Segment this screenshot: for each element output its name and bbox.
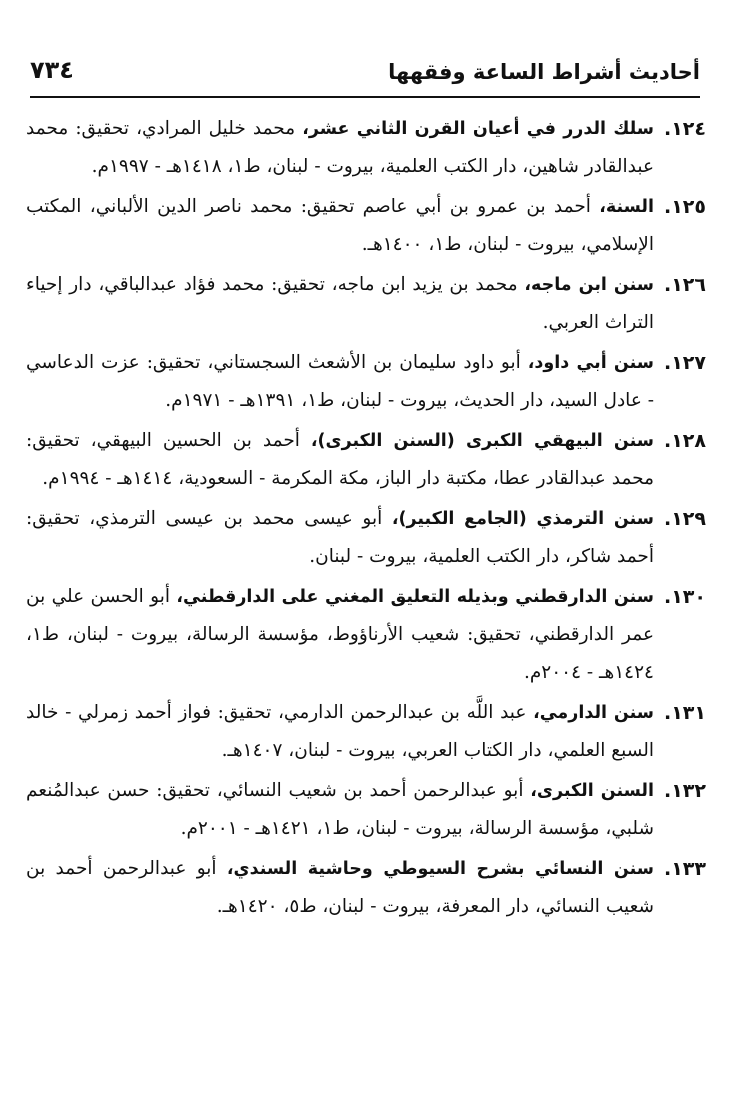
entry-details: أبو داود سليمان بن الأشعث السجستاني، تحقيق: عزت الدعاسي - عادل السيد، دار الحديث، بيروت - لبنان، ط١، ١٣٩١هـ - ١٩٧١م. [26,352,654,411]
entry-details: أبو عبدالرحمن أحمد بن شعيب النسائي، تحقيق: حسن عبدالمُنعم شلبي، مؤسسة الرسالة، بيروت - لبنان، ط١، ١٤٢١هـ - ٢٠٠١م. [26,780,654,839]
bibliography-entry [26,578,706,692]
entry-book-title: سنن ابن ماجه، [524,275,654,295]
entry-details: أبو عيسى محمد بن عيسى الترمذي، تحقيق: أحمد شاكر، دار الكتب العلمية، بيروت - لبنان. [26,508,654,567]
bibliography-entry [26,188,706,264]
entry-book-title: السنن الكبرى، [530,781,654,801]
page-number: ٧٣٤ [30,56,74,84]
entry-details: أبو عبدالرحمن أحمد بن شعيب النسائي، دار المعرفة، بيروت - لبنان، ط٥، ١٤٢٠هـ. [26,858,654,917]
bibliography-entry [26,266,706,342]
bibliography-entry [26,344,706,420]
bibliography-entry [26,500,706,576]
entry-details: أحمد بن الحسين البيهقي، تحقيق: محمد عبدالقادر عطا، مكتبة دار الباز، مكة المكرمة - السعودية، ١٤١٤هـ - ١٩٩٤م. [26,430,654,489]
entry-details: محمد خليل المرادي، تحقيق: محمد عبدالقادر شاهين، دار الكتب العلمية، بيروت - لبنان، ط١، ١٤١٨هـ - ١٩٩٧م. [26,118,654,177]
header-rule [30,96,700,98]
entry-book-title: سنن الدارمي، [533,703,655,723]
entry-number: ١٣٢. [663,780,706,802]
entry-number: ١٣١. [663,702,706,724]
entry-number: ١٢٥. [663,196,706,218]
entry-book-title: سنن الدارقطني وبذيله التعليق المغني على الدارقطني، [176,587,654,607]
entry-number: ١٢٦. [663,274,706,296]
bibliography-list [26,110,706,928]
entry-details: محمد بن يزيد ابن ماجه، تحقيق: محمد فؤاد عبدالباقي، دار إحياء التراث العربي. [26,274,654,333]
bibliography-entry [26,850,706,926]
entry-number: ١٢٧. [663,352,706,374]
entry-number: ١٢٩. [663,508,706,530]
entry-book-title: سنن النسائي بشرح السيوطي وحاشية السندي، [226,859,654,879]
running-title: أحاديث أشراط الساعة وفقهها [388,60,700,84]
bibliography-entry [26,694,706,770]
entry-details: عبد اللَّه بن عبدالرحمن الدارمي، تحقيق: فواز أحمد زمرلي - خالد السبع العلمي، دار الكتاب العربي، بيروت - لبنان، ١٤٠٧هـ. [26,702,654,761]
entry-book-title: سنن أبي داود، [527,353,655,373]
entry-details: أحمد بن عمرو بن أبي عاصم تحقيق: محمد ناصر الدين الألباني، المكتب الإسلامي، بيروت - لبنان، ط١، ١٤٠٠هـ. [26,196,654,255]
bibliography-entry [26,110,706,186]
bibliography-entry [26,772,706,848]
bibliography-entry [26,422,706,498]
entry-number: ١٣٠. [663,586,706,608]
page-header [30,50,700,100]
entry-book-title: سنن الترمذي (الجامع الكبير)، [391,509,654,529]
entry-details: أبو الحسن علي بن عمر الدارقطني، تحقيق: شعيب الأرناؤوط، مؤسسة الرسالة، بيروت - لبنان، ط١، ١٤٢٤هـ - ٢٠٠٤م. [26,586,654,683]
entry-number: ١٢٤. [663,118,706,140]
entry-number: ١٢٨. [663,430,706,452]
entry-number: ١٣٣. [663,858,706,880]
entry-book-title: سنن البيهقي الكبرى (السنن الكبرى)، [310,431,654,451]
entry-book-title: سلك الدرر في أعيان القرن الثاني عشر، [302,119,654,139]
entry-book-title: السنة، [599,197,654,217]
